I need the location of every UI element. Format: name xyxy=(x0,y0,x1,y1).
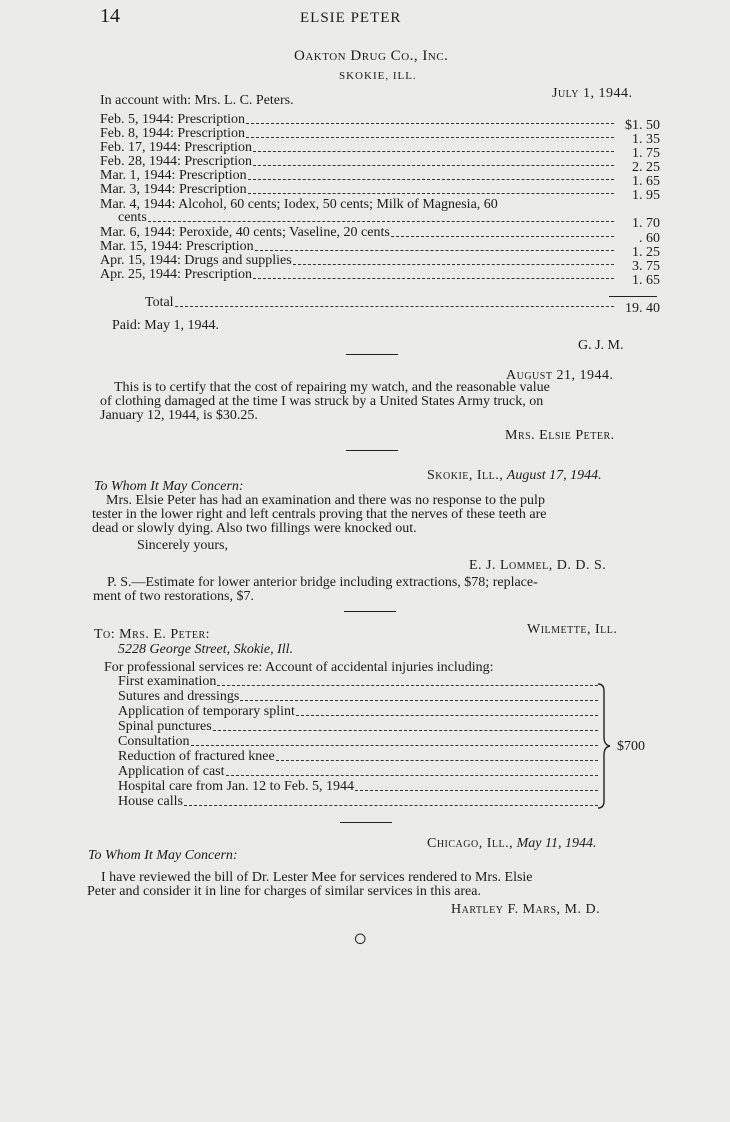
watch-statement-body: This is to certify that the cost of repairing my watch, and the reasonable value of clothing damaged at the time I was struck by a United States Army truck, on January 12, 1944, is $30.25. xyxy=(100,380,550,423)
medical-bill-item: House calls xyxy=(118,795,600,809)
medical-bill-item: Hospital care from Jan. 12 to Feb. 5, 1944 xyxy=(118,780,600,794)
medical-bill-item: Application of temporary splint xyxy=(118,705,600,719)
medical-bill-address: 5228 George Street, Skokie, Ill. xyxy=(118,642,294,657)
review-letter-salutation: To Whom It May Concern: xyxy=(88,848,238,863)
watch-statement-signature: Mrs. Elsie Peter. xyxy=(505,428,615,443)
drug-bill-item: Apr. 25, 1944: Prescription 1. 65 xyxy=(100,267,660,288)
section-divider xyxy=(340,822,392,823)
section-divider xyxy=(346,354,398,355)
drug-bill-item: Mar. 15, 1944: Prescription 1. 25 xyxy=(100,239,660,260)
drug-bill-item-multiline-first: Mar. 4, 1944: Alcohol, 60 cents; Iodex, 50 cents; Milk of Magnesia, 60 xyxy=(100,197,498,212)
drug-bill-item: Feb. 28, 1944: Prescription 2. 25 xyxy=(100,154,660,175)
dentist-letter-body: Mrs. Elsie Peter has had an examination and there was no response to the pulp tester in the lower right and left centrals proving that the nerves of these teeth are dead or slowly dying. Also two fillings were knocked out. xyxy=(92,493,547,536)
drug-company-name: Oakton Drug Co., Inc. xyxy=(294,48,449,64)
drug-bill-total: Total 19. 40 xyxy=(145,295,660,316)
dentist-letter-dateline: Skokie, Ill., August 17, 1944. xyxy=(427,468,602,483)
review-letter-body: I have reviewed the bill of Dr. Lester Mee for services rendered to Mrs. Elsie Peter and consider it in line for charges of similar services in this area. xyxy=(87,870,533,899)
drug-bill-item: Mar. 6, 1944: Peroxide, 40 cents; Vaseline, 20 cents . 60 xyxy=(100,225,660,246)
drug-bill-date: July 1, 1944. xyxy=(552,86,633,101)
medical-bill-intro: For professional services re: Account of accidental injuries including: xyxy=(104,660,494,675)
section-divider xyxy=(344,611,396,612)
running-title: ELSIE PETER xyxy=(300,10,402,26)
drug-company-city: SKOKIE, ILL. xyxy=(339,70,417,82)
medical-bill-item: Reduction of fractured knee xyxy=(118,750,600,764)
drug-bill-item: cents 1. 70 xyxy=(118,210,660,231)
drug-bill-item: Feb. 8, 1944: Prescription 1. 35 xyxy=(100,126,660,147)
dentist-letter-postscript: P. S.—Estimate for lower anterior bridge including extractions, $78; replace- ment of two restorations, $7. xyxy=(93,575,538,604)
medical-bill-amount: $700 xyxy=(617,739,645,754)
review-letter-signature: Hartley F. Mars, M. D. xyxy=(451,902,601,917)
drug-bill-item: Feb. 5, 1944: Prescription $1. 50 xyxy=(100,112,660,133)
watch-statement-date: August 21, 1944. xyxy=(506,368,614,383)
medical-bill-item: Spinal punctures xyxy=(118,720,600,734)
medical-bill-item: Application of cast xyxy=(118,765,600,779)
medical-bill-recipient: To: Mrs. E. Peter: xyxy=(94,627,211,642)
section-divider xyxy=(346,450,398,451)
drug-bill-item: Mar. 1, 1944: Prescription 1. 65 xyxy=(100,168,660,189)
dentist-letter-signature: E. J. Lommel, D. D. S. xyxy=(469,558,607,573)
dentist-letter-closing: Sincerely yours, xyxy=(137,538,228,553)
dentist-letter-salutation: To Whom It May Concern: xyxy=(94,479,244,494)
page-number: 14 xyxy=(100,5,120,27)
drug-bill-paid: Paid: May 1, 1944. xyxy=(112,318,219,333)
footer-circle-icon: ○ xyxy=(353,926,368,952)
medical-bill-place: Wilmette, Ill. xyxy=(527,622,618,637)
medical-bill-item: First examination xyxy=(118,675,600,689)
medical-bill-item: Consultation xyxy=(118,735,600,749)
drug-bill-signature: G. J. M. xyxy=(578,338,624,353)
review-letter-dateline: Chicago, Ill., May 11, 1944. xyxy=(427,836,597,851)
drug-bill-account: In account with: Mrs. L. C. Peters. xyxy=(100,93,294,108)
brace-icon xyxy=(596,683,616,809)
drug-bill-item: Mar. 3, 1944: Prescription 1. 95 xyxy=(100,182,660,203)
drug-bill-item: Apr. 15, 1944: Drugs and supplies 3. 75 xyxy=(100,253,660,274)
drug-bill-item: Feb. 17, 1944: Prescription 1. 75 xyxy=(100,140,660,161)
medical-bill-item: Sutures and dressings xyxy=(118,690,600,704)
